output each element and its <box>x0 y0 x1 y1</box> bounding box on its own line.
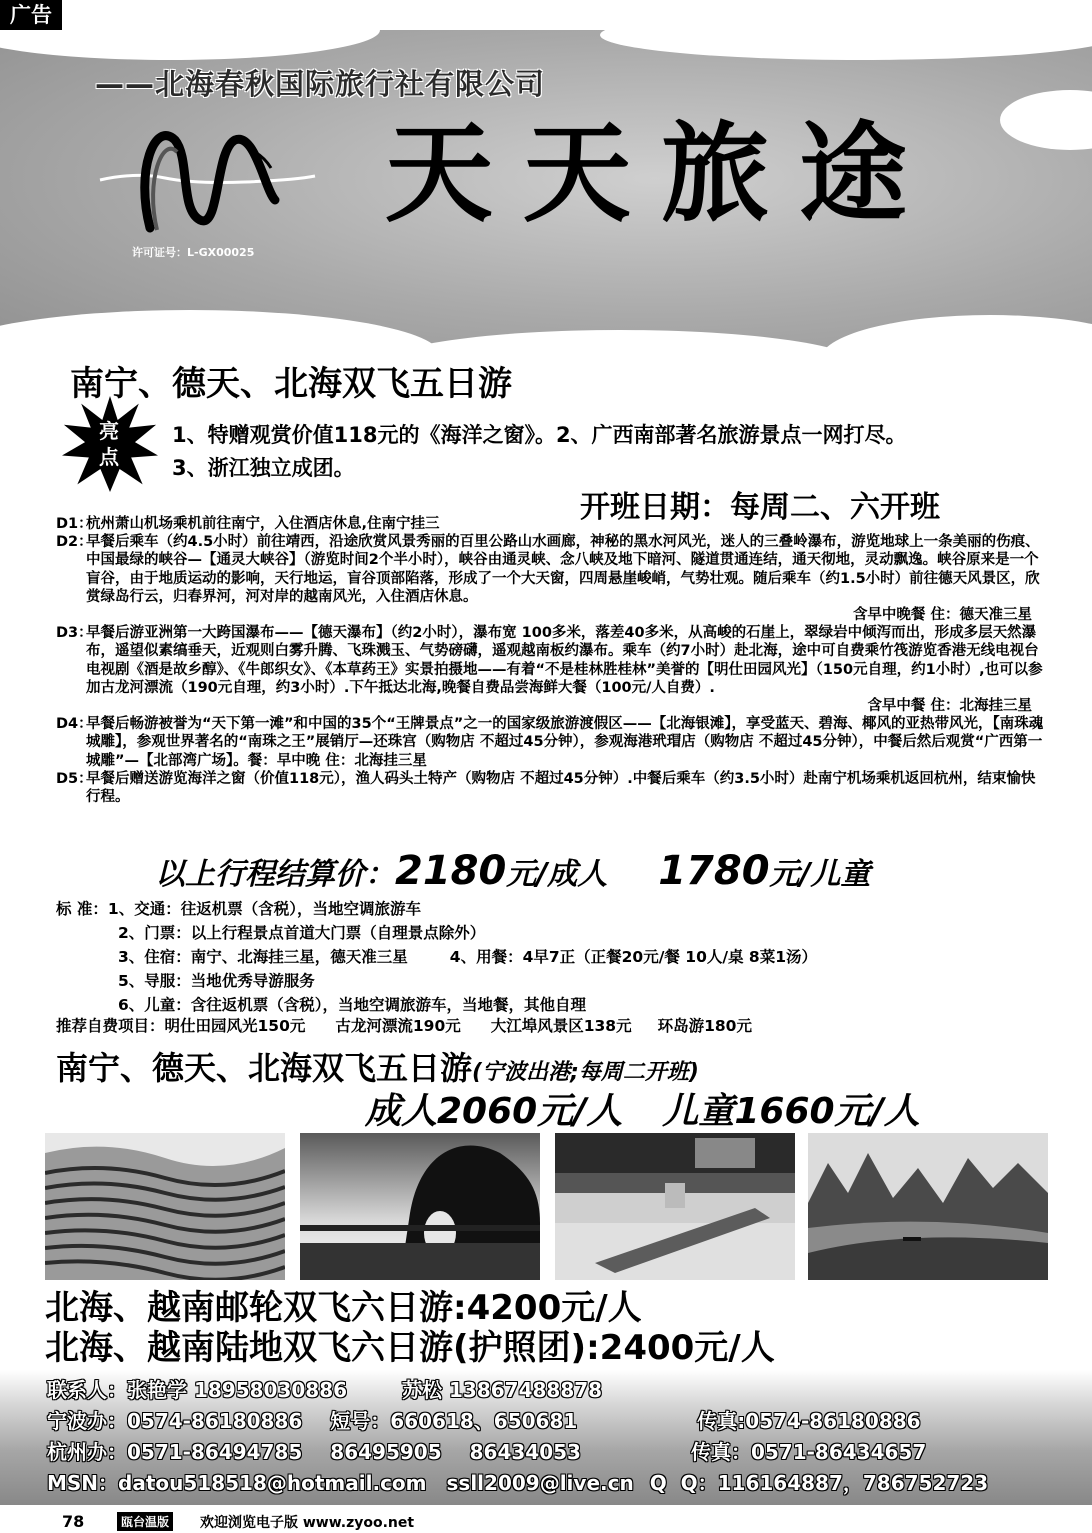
child-price: 1780 <box>658 848 770 894</box>
day-note: 含早中晚餐 住：德天准三星 <box>852 607 1032 624</box>
route2-adult-price: 成人2060元/人 <box>365 1091 623 1132</box>
edition-badge: 瓯台温版 <box>117 1512 173 1531</box>
day-text: 杭州萧山机场乘机前往南宁，入住酒店休息,住南宁挂三 <box>86 516 440 532</box>
route2-price <box>365 1083 920 1134</box>
standard-item: 1、交通：往返机票（含税），当地空调旅游车 <box>107 900 421 918</box>
standards-label: 标 准： <box>56 900 108 918</box>
day-note: 含早中餐 住：北海挂三星 <box>867 698 1032 715</box>
contact-row <box>47 1436 926 1465</box>
company-logo <box>95 110 320 250</box>
contact-person: 联系人：张艳学 18958030886 <box>47 1378 348 1402</box>
standard-item: 3、住宿：南宁、北海挂三星，德天准三星 <box>118 948 408 966</box>
ningbo-fax: 传真:0574-86180886 <box>697 1409 921 1433</box>
highlight-line: 1、特赠观赏价值118元的《海洋之窗》。2、广西南部著名旅游景点一网打尽。 <box>172 423 907 447</box>
standards <box>56 897 1046 1017</box>
route2-child-price: 儿童1660元/人 <box>662 1091 920 1132</box>
optional-items <box>56 1014 752 1036</box>
optional-item: 大江埠风景区138元 <box>490 1017 632 1035</box>
qq-contact: Q Q：116164887，786752723 <box>649 1471 989 1495</box>
ningbo-office: 宁波办：0574-86180886 <box>47 1409 303 1433</box>
standard-item: 2、门票：以上行程景点首道大门票（自理景点除外） <box>118 924 486 942</box>
short-number: 短号：660618、650681 <box>330 1409 578 1433</box>
contact-row <box>47 1374 602 1403</box>
day-text: 早餐后游亚洲第一大跨国瀑布——【德天瀑布】（约2小时），瀑布宽 100多米，落差40多米，从高峻的石崖上，翠绿岩中倾泻而出，形成多层天然瀑布，遥望似素缟垂天，近观则白雾升腾、飞珠溅玉、气势磅礴，遥观越南板约瀑布。乘车（约7小时）赴北海，途中可自费乘竹筏游览香港无线电视台电视剧《酒是故乡醇》、《牛郎织女》、《本草药王》实景拍摄地——有着“不是桂林胜桂林”美誉的【明仕田园风光】（150元自理，约1小时）,也可以参加古龙河漂流（190元自理，约3小时）.下午抵达北海,晚餐自费品尝海鲜大餐（100元/人自费）. <box>86 625 1043 696</box>
route2-name: 南宁、德天、北海双飞五日游 <box>56 1049 473 1087</box>
route3-offer: 北海、越南邮轮双飞六日游:4200元/人 <box>45 1288 642 1328</box>
route4-offer: 北海、越南陆地双飞六日游(护照团):2400元/人 <box>45 1328 775 1368</box>
day-label: D2： <box>56 534 93 551</box>
day-text: 早餐后乘车（约4.5小时）前往靖西，沿途欣赏风景秀丽的百里公路山水画廊，神秘的黑水河风光，迷人的三叠岭瀑布，游览地球上一条美丽的伤痕、中国最绿的峡谷—【通灵大峡谷】（游览时间2个半小时），峡谷由通灵峡、念八峡及地下暗河、隧道贯通连结，通天彻地，灵动飘逸。峡谷原来是一个盲谷，由于地质运动的影响，天行地运，盲谷顶部陷落，形成了一个大天窗，四周悬崖峻峭，气势壮观。随后乘车（约1.5小时）前往德天风景区，欣赏绿岛行云，归春界河，河对岸的越南风光，入住酒店休息。 <box>86 534 1040 605</box>
day-label: D4： <box>56 716 93 733</box>
ad-tag: 广告 <box>0 0 62 30</box>
contact-row <box>47 1405 921 1434</box>
itinerary-day <box>56 515 1046 533</box>
standard-item: 4、用餐：4早7正（正餐20元/餐 10人/桌 8菜1汤） <box>449 948 817 966</box>
contact-person: 苏松 13867488878 <box>402 1378 603 1402</box>
itinerary-day <box>56 715 1046 770</box>
hangzhou-phone: 86495905 <box>330 1440 442 1464</box>
package-price <box>155 848 871 894</box>
day-label: D1： <box>56 516 93 532</box>
page-number: 78 <box>62 1512 85 1531</box>
adult-price: 2180 <box>395 848 507 894</box>
optional-label: 推荐自费项目： <box>56 1017 165 1035</box>
standard-item: 5、导服：当地优秀导游服务 <box>118 972 315 990</box>
photo-elephant-trunk-hill <box>300 1133 540 1280</box>
hangzhou-fax: 传真：0571-86434657 <box>690 1440 927 1464</box>
optional-item: 明仕田园风光150元 <box>164 1017 306 1035</box>
day-text: 早餐后畅游被誉为“天下第一滩”和中国的35个“王牌景点”之一的国家级旅游渡假区——【北海银滩】，享受蓝天、碧海、椰风的亚热带风光，【南珠魂城雕】，参观世界著名的“南珠之王”展销厅—还珠宫（购物店 不超过45分钟），参观海港玳瑁店（购物店 不超过45分钟），中餐后然后观赏“广西第一城雕”—【北部湾广场】。餐：早中晚 住：北海挂三星 <box>86 716 1044 769</box>
schedule: 开班日期：每周二、六开班 <box>580 490 940 525</box>
company-name: ——北海春秋国际旅行社有限公司 <box>95 67 546 101</box>
day-label: D5： <box>56 770 93 787</box>
price-prefix: 以上行程结算价： <box>155 857 395 892</box>
day-label: D3： <box>56 625 93 642</box>
hangzhou-phone: 86434053 <box>469 1440 581 1464</box>
highlight-line: 3、浙江独立成团。 <box>172 456 355 480</box>
hangzhou-office: 杭州办：0571-86494785 <box>47 1440 303 1464</box>
photo-rice-terraces <box>45 1133 285 1280</box>
adult-unit: 元/成人 <box>506 857 608 892</box>
itinerary-day <box>56 770 1046 806</box>
license-number: 许可证号：L-GX00025 <box>132 246 255 259</box>
standard-item: 6、儿童：含往返机票（含税），当地空调旅游车，当地餐，其他自理 <box>118 996 587 1014</box>
itinerary-day <box>56 533 1046 624</box>
slogan-title: 天天旅途 <box>385 111 938 237</box>
route2-note: (宁波出港;每周二开班) <box>472 1060 699 1085</box>
photo-bamboo-raft <box>555 1133 795 1280</box>
footer-text: 欢迎浏览电子版 www.zyoo.net <box>200 1515 415 1531</box>
route-title: 南宁、德天、北海双飞五日游 <box>70 364 512 404</box>
itinerary <box>56 515 1046 806</box>
msn-contact: MSN：datou518518@hotmail.com <box>47 1471 427 1495</box>
contact-row <box>47 1467 988 1496</box>
highlight-label: 亮点 <box>99 419 119 469</box>
email-contact: ssll2009@live.cn <box>446 1471 634 1495</box>
itinerary-day <box>56 624 1046 715</box>
photo-li-river <box>808 1133 1048 1280</box>
child-unit: 元/儿童 <box>769 857 871 892</box>
day-text: 早餐后赠送游览海洋之窗（价值118元），渔人码头土特产（购物店 不超过45分钟）.中餐后乘车（约3.5小时）赴南宁机场乘机返回杭州，结束愉快行程。 <box>86 770 1036 806</box>
optional-item: 古龙河漂流190元 <box>335 1017 461 1035</box>
optional-item: 环岛游180元 <box>657 1017 752 1035</box>
